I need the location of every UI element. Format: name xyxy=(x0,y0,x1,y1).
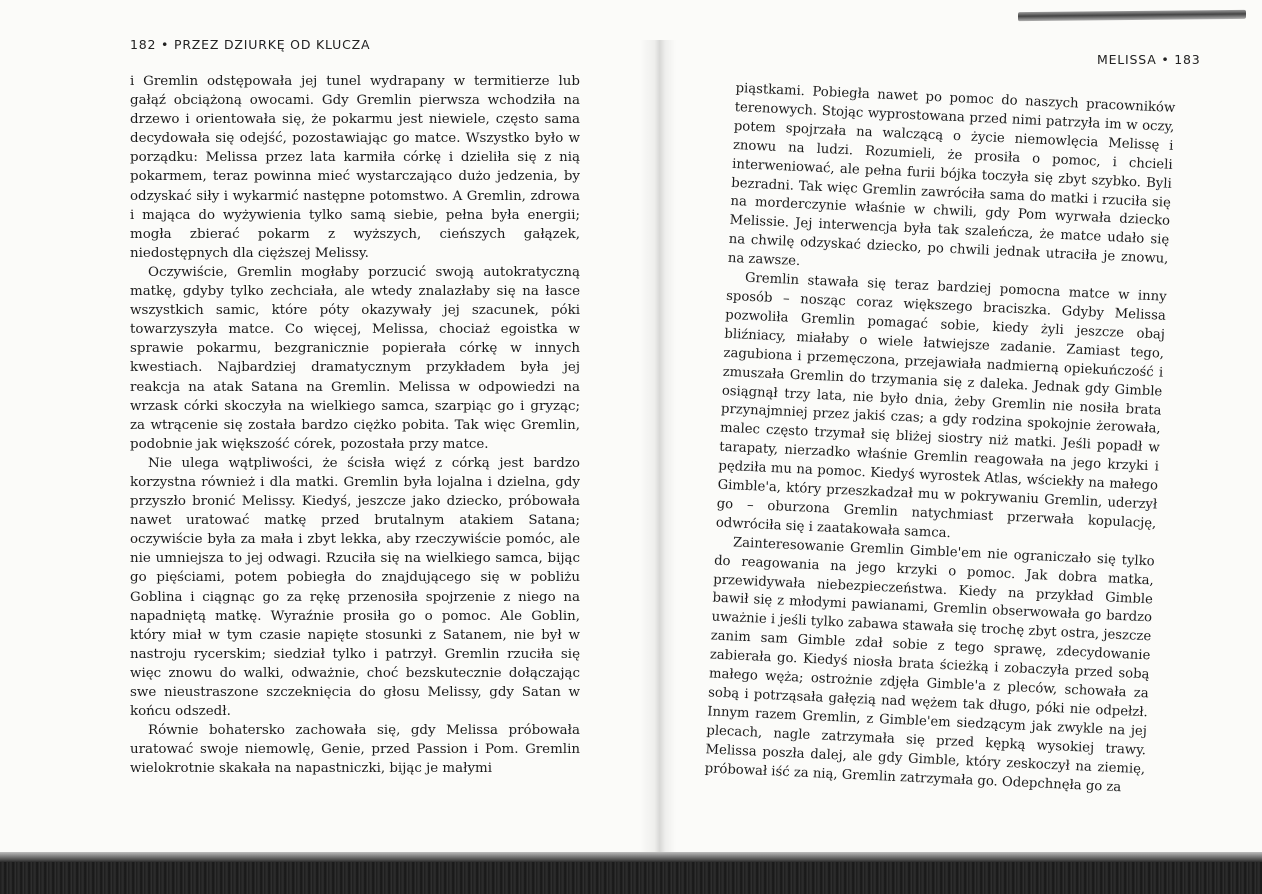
left-page-text xyxy=(130,72,580,778)
paragraph: i Gremlin odstępowała jej tunel wydrapany w termitierze lub gałąź obciążoną owocami. Gdy Gremlin pierwsza wchodziła na drzewo i orientowała się, że pokarmu jest niewiele, często sama decydowała się odejść, pozostawiając go matce. Wszystko było w porządku: Melissa przez lata karmiła córkę i dzieliła się z nią pokarmem, teraz powinna mieć wystarczająco dużo jedzenia, by odzyskać siły i wykarmić następne potomstwo. A Gremlin, zdrowa i mająca do wyżywienia tylko samą siebie, pełna była energii; mogła zbierać pokarm z wyższych, cieńszych gałązek, niedostępnych dla cięższej Melissy. xyxy=(130,74,580,261)
paragraph: piąstkami. Pobiegła nawet po pomoc do naszych pracowników terenowych. Stojąc wyprostowana przed nimi patrzyła im w oczy, potem spojrzała na walczącą o życie niemowlęcia Melissę i znowu na ludzi. Rozumieli, że prosiła o pomoc, i chcieli interweniować, ale pełna furii bójka toczyła się zbyt szybko. Byli bezradni. Tak więc Gremlin zawróciła sama do matki i rzuciła się na morderczynie właśnie w chwili, gdy Pom wyrwała dziecko Melissie. Jej interwencja była tak szaleńcza, że matce udało się na chwilę odzyskać dziecko, po chwili jednak utraciła je znowu, na zawsze. xyxy=(727,80,1176,270)
paragraph: Gremlin stawała się teraz bardziej pomocna matce w inny sposób – nosząc coraz większego braciszka. Gdyby Melissa pozwoliła Gremlin pomagać sobie, kiedy żyli jeszcze obaj bliźniacy, miałaby o wiele łatwiejsze zadanie. Zamiast tego, zagubiona i przemęczona, przejawiała nadmierną opiekuńczość i zmuszała Gremlin do trzymania się z daleka. Jednak gdy Gimble osiągnął trzy lata, nie było dnia, żeby Gremlin nie nosiła brata przynajmniej przez jakiś czas; a gdy rodzina spokojnie żerowała, malec często trzymał się bliżej siostry niż matki. Jeśli popadł w tarapaty, nierzadko właśnie Gremlin reagowała na jego krzyki i pędziła mu na pomoc. Kiedyś wyrostek Atlas, wściekły na małego Gimble'a, który przeszkadzał mu w pokrywaniu Gremlin, uderzył go – oburzona Gremlin natychmiast przerwała kopulację, odwróciła się i zaatakowała samca. xyxy=(715,270,1167,542)
scanner-edge xyxy=(0,852,1262,894)
right-page-text xyxy=(704,80,1175,799)
book-gutter xyxy=(640,40,676,860)
page-edge-shadow xyxy=(1018,10,1246,21)
paragraph: Zainteresowanie Gremlin Gimble'em nie ograniczało się tylko do reagowania na jego krzyki o pomoc. Jak dobra matka, przewidywała niebezpieczeństwa. Kiedy na przykład Gimble bawił się z młodymi pawianami, Gremlin obserwowała go bardzo uważnie i jeśli tylko zabawa stawała się trochę zbyt ostra, jeszcze zanim sam Gimble zdał sobie z tego sprawę, zdecydowanie zabierała go. Kiedyś niosła brata ścieżką i zobaczyła przed sobą małego węża; ostrożnie zdjęła Gimble'a z pleców, schowała za sobą i potrząsała gałęzią nad wężem tak długo, póki nie odpełzł. Innym razem Gremlin, z Gimble'em siedzącym jak zwykle na jej plecach, nagle zatrzymała się przed kępką wysokiej trawy. Melissa poszła dalej, ale gdy Gimble, który zeskoczył na ziemię, próbował iść za nią, Gremlin zatrzymała go. Odepchnęła go za xyxy=(704,535,1155,795)
paragraph: Nie ulega wątpliwości, że ścisła więź z córką jest bardzo korzystna również i dla matki. Gremlin była lojalna i dzielna, gdy przyszło bronić Melissy. Kiedyś, jeszcze jako dziecko, próbowała nawet uratować matkę przed brutalnym atakiem Satana; oczywiście była za mała i zbyt lekka, aby rzeczywiście pomóc, ale nie umniejsza to jej odwagi. Rzuciła się na wielkiego samca, bijąc go pięściami, potem pobiegła do znajdującego się w pobliżu Goblina i ciągnąc go za rękę przenosiła spojrzenie z niego na napadniętą matkę. Wyraźnie prosiła go o pomoc. Ale Goblin, który miał w tym czasie napięte stosunki z Satanem, nie był w nastroju rycerskim; siedział tylko i patrzył. Gremlin rzuciła się więc znowu do walki, odważnie, choć bezskutecznie dołączając swe nieustraszone szczeknięcia do głosu Melissy, gdy Satan w końcu odszedł. xyxy=(130,455,580,720)
paragraph: Równie bohatersko zachowała się, gdy Melissa próbowała uratować swoje niemowlę, Genie, przed Passion i Pom. Gremlin wielokrotnie skakała na napastniczki, bijąc je małymi xyxy=(130,723,580,777)
right-running-head: MELISSA • 183 xyxy=(1097,52,1201,67)
left-running-head: 182 • PRZEZ DZIURKĘ OD KLUCZA xyxy=(130,37,371,52)
paragraph: Oczywiście, Gremlin mogłaby porzucić swoją autokratyczną matkę, gdyby tylko zechciała, ale wtedy znalazłaby się na łasce wszystkich samic, które póty okazywały jej szacunek, póki towarzyszyła matce. Co więcej, Melissa, chociaż egoistka w sprawie pokarmu, bezgranicznie popierała córkę w innych kwestiach. Najbardziej dramatycznym przykładem była jej reakcja na atak Satana na Gremlin. Melissa w odpowiedzi na wrzask córki skoczyła na wielkiego samca, szarpiąc go i gryząc; za wtrącenie się została bardzo ciężko pobita. Tak więc Gremlin, podobnie jak większość córek, pozostała przy matce. xyxy=(130,264,580,452)
